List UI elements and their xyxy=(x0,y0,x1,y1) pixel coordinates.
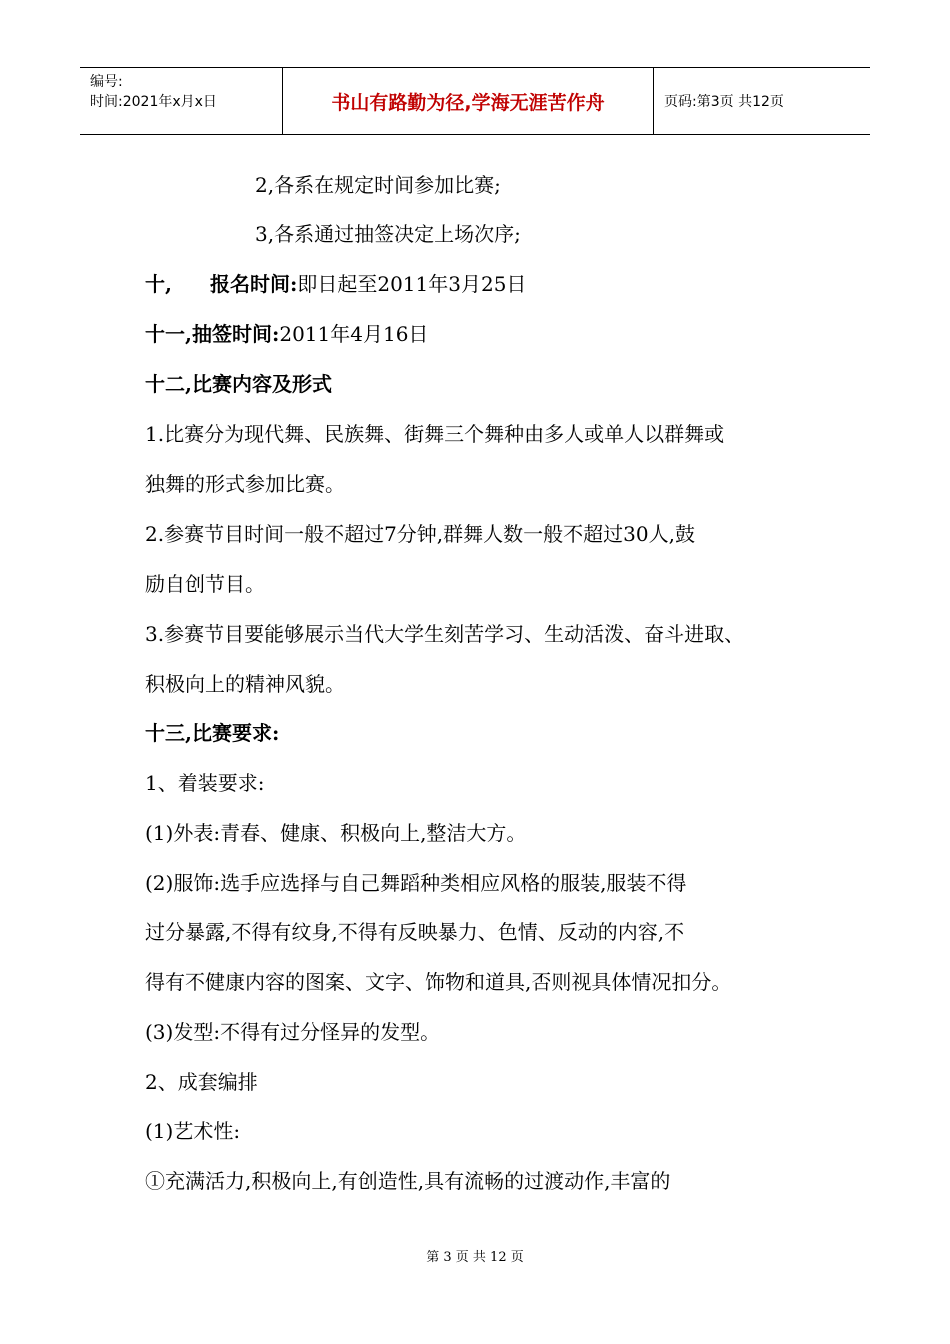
body-line: ①充满活力,积极向上,有创造性,具有流畅的过渡动作,丰富的 xyxy=(145,1169,671,1193)
section-12 xyxy=(145,370,332,398)
body-line: 2.参赛节目时间一般不超过7分钟,群舞人数一般不超过30人,鼓 xyxy=(145,522,695,546)
section-text: 2011年4月16日 xyxy=(279,322,429,346)
header-motto: 书山有路勤为径,学海无涯苦作舟 xyxy=(282,68,654,134)
page-header xyxy=(80,67,870,135)
body-line: 1、着装要求: xyxy=(145,771,265,795)
section-title: 十三,比赛要求: xyxy=(145,721,280,745)
body-line: 得有不健康内容的图案、文字、饰物和道具,否则视具体情况扣分。 xyxy=(145,970,732,994)
body-line: 3,各系通过抽签决定上场次序; xyxy=(255,222,521,246)
body-line: (1)外表:青春、健康、积极向上,整洁大方。 xyxy=(145,821,527,845)
body-line: 过分暴露,不得有纹身,不得有反映暴力、色情、反动的内容,不 xyxy=(145,920,685,944)
body-line: 独舞的形式参加比赛。 xyxy=(145,472,345,496)
section-title: 十一,抽签时间: xyxy=(145,322,280,346)
body-line: 2、成套编排 xyxy=(145,1070,258,1094)
body-line: 3.参赛节目要能够展示当代大学生刻苦学习、生动活泼、奋斗进取、 xyxy=(145,622,745,646)
body-line: 积极向上的精神风貌。 xyxy=(145,672,345,696)
section-13 xyxy=(145,719,279,747)
body-line: (3)发型:不得有过分怪异的发型。 xyxy=(145,1020,441,1044)
section-text: 即日起至2011年3月25日 xyxy=(297,272,527,296)
document-number: 编号: xyxy=(90,74,123,90)
section-10 xyxy=(145,270,526,298)
body-line: 1.比赛分为现代舞、民族舞、街舞三个舞种由多人或单人以群舞或 xyxy=(145,422,725,446)
page-footer: 第 3 页 共 12 页 xyxy=(426,1250,524,1265)
section-11 xyxy=(145,320,428,348)
body-line: (1)艺术性: xyxy=(145,1119,241,1143)
body-line: 励自创节目。 xyxy=(145,572,265,596)
header-meta xyxy=(80,68,282,134)
section-title: 十二,比赛内容及形式 xyxy=(145,372,332,396)
section-title: 报名时间: xyxy=(209,272,298,296)
header-page-info: 页码:第3页 共12页 xyxy=(664,94,784,110)
body-line: (2)服饰:选手应选择与自己舞蹈种类相应风格的服装,服装不得 xyxy=(145,871,687,895)
document-time: 时间:2021年x月x日 xyxy=(90,94,217,110)
body-line: 2,各系在规定时间参加比赛; xyxy=(255,173,501,197)
section-number: 十, xyxy=(145,272,172,296)
